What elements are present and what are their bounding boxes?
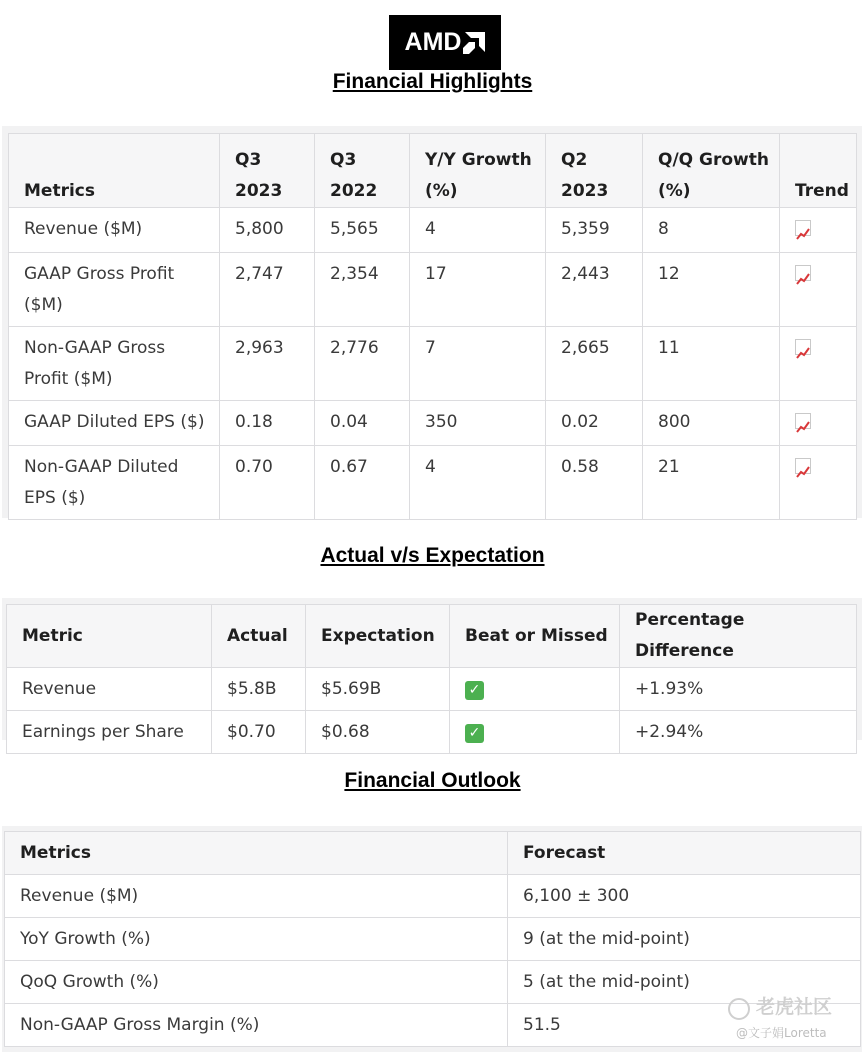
table-cell: QoQ Growth (%) [5, 961, 508, 1004]
table-cell: GAAP Diluted EPS ($) [9, 401, 220, 446]
table-cell: Earnings per Share [7, 711, 212, 754]
table-cell: $5.69B [306, 668, 450, 711]
table-row [9, 253, 857, 327]
table-cell: Non-GAAP Diluted EPS ($) [9, 446, 220, 520]
table-cell: 51.5 [508, 1004, 861, 1047]
col-header: Percentage Difference [620, 605, 857, 668]
col-header: Expectation [306, 605, 450, 668]
amd-logo [389, 15, 501, 70]
watermark [728, 992, 832, 1041]
table-cell: GAAP Gross Profit ($M) [9, 253, 220, 327]
watermark-author-text: @文子娟Loretta [736, 1025, 827, 1040]
table-cell: 2,665 [546, 327, 643, 401]
table-cell: 0.02 [546, 401, 643, 446]
table-cell: 12 [643, 253, 780, 327]
tiger-community-logo-icon [728, 998, 750, 1020]
table-row [5, 918, 861, 961]
col-header: Q/Q Growth (%) [643, 134, 780, 208]
table-cell: 2,747 [220, 253, 315, 327]
table-cell: 6,100 ± 300 [508, 875, 861, 918]
table-cell: 5,565 [315, 208, 410, 253]
table-cell: Revenue ($M) [9, 208, 220, 253]
table-cell: Non-GAAP Gross Margin (%) [5, 1004, 508, 1047]
table-row [5, 875, 861, 918]
table-cell: 17 [410, 253, 546, 327]
table-cell: 2,963 [220, 327, 315, 401]
table-cell: YoY Growth (%) [5, 918, 508, 961]
table-cell: Revenue [7, 668, 212, 711]
chart-increasing-icon [795, 339, 811, 355]
table-cell: 8 [643, 208, 780, 253]
col-header: Forecast [508, 832, 861, 875]
expectation-table [6, 604, 857, 754]
col-header: Metrics [5, 832, 508, 875]
beat-cell [450, 668, 620, 711]
table-row [9, 401, 857, 446]
col-header: Q2 2023 [546, 134, 643, 208]
col-header: Q3 2022 [315, 134, 410, 208]
table-cell: 2,354 [315, 253, 410, 327]
trend-cell [780, 327, 857, 401]
watermark-main-text: 老虎社区 [756, 996, 833, 1018]
table-cell: 0.04 [315, 401, 410, 446]
beat-cell [450, 711, 620, 754]
table-row [9, 327, 857, 401]
table-cell: 0.70 [220, 446, 315, 520]
table-cell: 5 (at the mid-point) [508, 961, 861, 1004]
trend-cell [780, 446, 857, 520]
table-cell: +2.94% [620, 711, 857, 754]
expectation-title: Actual v/s Expectation [320, 544, 545, 567]
check-mark-icon: ✓ [465, 724, 484, 743]
col-header: Actual [212, 605, 306, 668]
col-header: Metric [7, 605, 212, 668]
table-row [7, 668, 857, 711]
expectation-header-row [7, 605, 857, 668]
amd-logo-text: AMD [404, 28, 462, 56]
table-cell: $0.70 [212, 711, 306, 754]
col-header: Y/Y Growth (%) [410, 134, 546, 208]
col-header: Trend [780, 134, 857, 208]
table-cell: +1.93% [620, 668, 857, 711]
table-cell: 0.18 [220, 401, 315, 446]
highlights-table [8, 133, 857, 520]
outlook-header-row [5, 832, 861, 875]
col-header: Metrics [9, 134, 220, 208]
table-cell: Revenue ($M) [5, 875, 508, 918]
table-row [7, 711, 857, 754]
highlights-header-row [9, 134, 857, 208]
table-cell: 21 [643, 446, 780, 520]
table-cell: 11 [643, 327, 780, 401]
outlook-title: Financial Outlook [344, 769, 521, 792]
trend-cell [780, 401, 857, 446]
table-cell: 0.58 [546, 446, 643, 520]
table-cell: 350 [410, 401, 546, 446]
table-cell: 9 (at the mid-point) [508, 918, 861, 961]
check-mark-icon: ✓ [465, 681, 484, 700]
table-cell: Non-GAAP Gross Profit ($M) [9, 327, 220, 401]
table-cell: $0.68 [306, 711, 450, 754]
highlights-table-wrap [2, 126, 862, 518]
trend-cell [780, 208, 857, 253]
table-cell: $5.8B [212, 668, 306, 711]
expectation-table-wrap [2, 598, 862, 740]
table-cell: 800 [643, 401, 780, 446]
trend-cell [780, 253, 857, 327]
chart-increasing-icon [795, 265, 811, 281]
table-cell: 0.67 [315, 446, 410, 520]
table-cell: 2,443 [546, 253, 643, 327]
table-cell: 5,359 [546, 208, 643, 253]
table-cell: 4 [410, 446, 546, 520]
table-cell: 7 [410, 327, 546, 401]
table-cell: 4 [410, 208, 546, 253]
col-header: Beat or Missed [450, 605, 620, 668]
table-cell: 2,776 [315, 327, 410, 401]
col-header: Q3 2023 [220, 134, 315, 208]
table-row [9, 208, 857, 253]
chart-increasing-icon [795, 220, 811, 236]
table-row [9, 446, 857, 520]
chart-increasing-icon [795, 413, 811, 429]
highlights-title: Financial Highlights [332, 70, 533, 93]
amd-arrow-icon [463, 32, 485, 54]
table-cell: 5,800 [220, 208, 315, 253]
chart-increasing-icon [795, 458, 811, 474]
